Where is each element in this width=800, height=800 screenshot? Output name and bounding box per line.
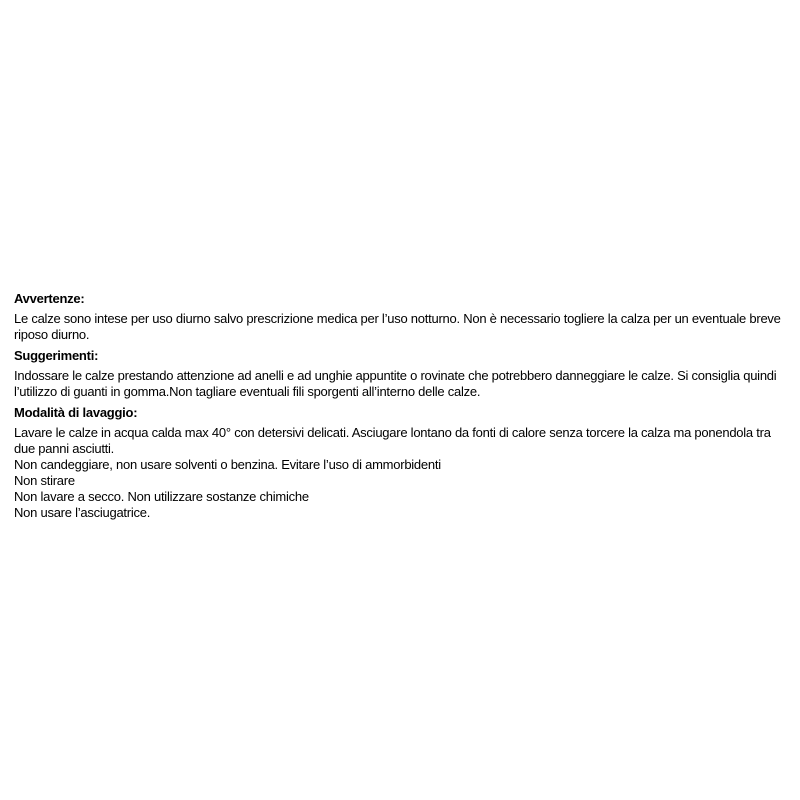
section-suggerimenti — [14, 348, 792, 400]
lavaggio-line-no-dryer: Non usare l’asciugatrice. — [14, 505, 151, 520]
lavaggio-heading: Modalità di lavaggio: — [14, 405, 138, 420]
care-instructions-text-block — [14, 291, 792, 521]
lavaggio-line-no-bleach: Non candeggiare, non usare solventi o benzina. Evitare l’uso di ammorbidenti — [14, 457, 441, 472]
lavaggio-line-no-dryclean: Non lavare a secco. Non utilizzare sostanze chimiche — [14, 489, 309, 504]
section-modalita-di-lavaggio — [14, 405, 792, 521]
avvertenze-paragraph: Le calze sono intese per uso diurno salvo prescrizione medica per l’uso notturno. Non è necessario togliere la calza per un eventuale breve riposo diurno. — [14, 311, 781, 342]
section-avvertenze — [14, 291, 792, 343]
avvertenze-heading: Avvertenze: — [14, 291, 85, 306]
lavaggio-line-washing: Lavare le calze in acqua calda max 40° con detersivi delicati. Asciugare lontano da fonti di calore senza torcere la calza ma ponendola tra due panni asciutti. — [14, 425, 771, 456]
lavaggio-line-no-iron: Non stirare — [14, 473, 75, 488]
suggerimenti-paragraph: Indossare le calze prestando attenzione ad anelli e ad unghie appuntite o rovinate che potrebbero danneggiare le calze. Si consiglia quindi l’utilizzo di guanti in gomma.Non tagliare eventuali fili sporgenti all’interno delle calze. — [14, 368, 777, 399]
suggerimenti-heading: Suggerimenti: — [14, 348, 99, 363]
